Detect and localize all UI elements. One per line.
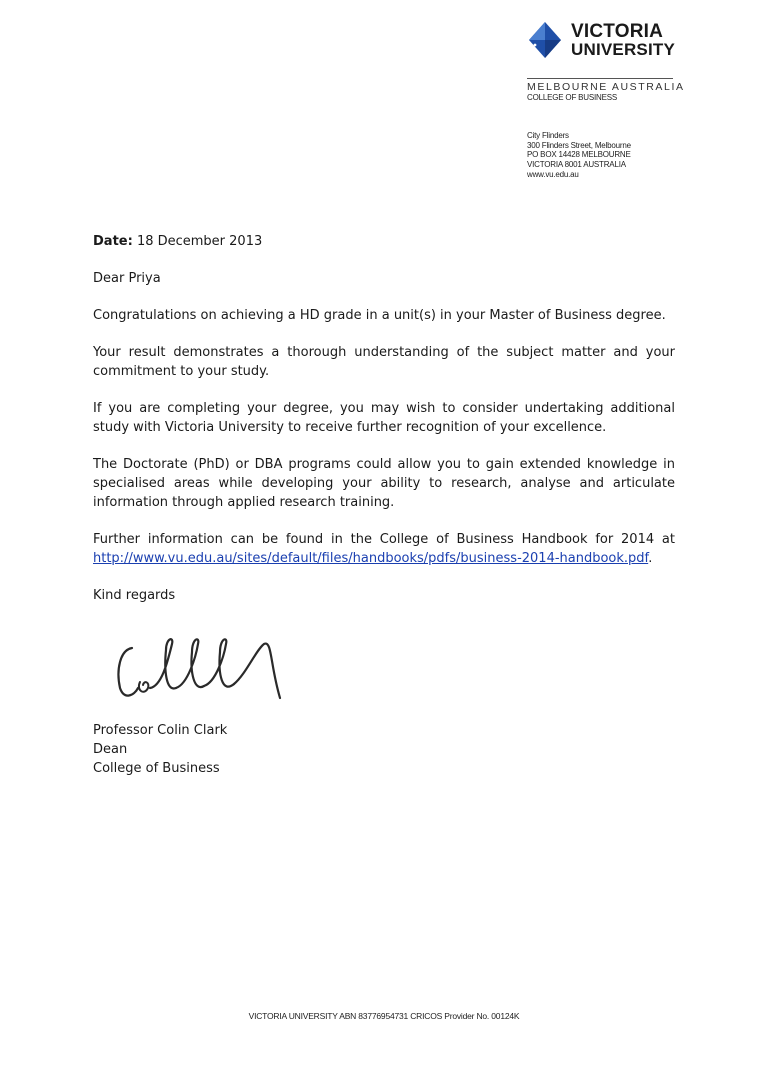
website-line: www.vu.edu.au: [527, 169, 579, 179]
logo-word-university: UNIVERSITY: [571, 40, 676, 59]
signer-organisation: College of Business: [93, 761, 220, 776]
paragraph-result: Your result demonstrates a thorough understanding of the subject matter and your commitment to your study.: [93, 345, 675, 379]
date-label: Date:: [93, 234, 133, 249]
signature-icon: [110, 630, 300, 710]
signer-name: Professor Colin Clark: [93, 723, 228, 738]
signature-block: [93, 721, 227, 778]
vu-diamond-logo-icon: [525, 20, 569, 60]
date-line: [93, 232, 675, 251]
salutation: Dear Priya: [93, 271, 161, 286]
logo-word-victoria: VICTORIA: [571, 21, 664, 42]
address-line: 300 Flinders Street, Melbourne: [527, 140, 631, 150]
address-line: VICTORIA 8001 AUSTRALIA: [527, 160, 626, 170]
address-line: PO BOX 14428 MELBOURNE: [527, 150, 631, 160]
handbook-link[interactable]: http://www.vu.edu.au/sites/default/files/handbooks/pdfs/business-2014-handbook.pdf: [93, 551, 649, 566]
logo-subtitle: MELBOURNE AUSTRALIA: [527, 81, 685, 93]
closing: Kind regards: [93, 588, 176, 603]
letter-body: [93, 232, 675, 623]
handbook-period: .: [648, 551, 653, 566]
letterhead-logo: [525, 20, 685, 93]
signer-title: Dean: [93, 742, 128, 757]
footer-text: VICTORIA UNIVERSITY ABN 83776954731 CRICOS Provider No. 00124K: [248, 1011, 520, 1021]
handbook-text: Further information can be found in the College of Business Handbook for 2014 at: [93, 532, 675, 547]
paragraph-handbook: [93, 530, 675, 568]
paragraph-doctorate: The Doctorate (PhD) or DBA programs could allow you to gain extended knowledge in specialised areas while developing your ability to research, analyse and articulate information through applied research training.: [93, 457, 675, 510]
address-line: City Flinders: [527, 131, 569, 140]
paragraph-congratulations: Congratulations on achieving a HD grade in a unit(s) in your Master of Business degree.: [93, 308, 666, 323]
logo-divider: [527, 78, 673, 79]
paragraph-further-study: If you are completing your degree, you may wish to consider undertaking additional study with Victoria University to receive further recognition of your excellence.: [93, 401, 675, 435]
date-value: 18 December 2013: [136, 234, 263, 249]
address-block: [527, 131, 631, 180]
college-heading: COLLEGE OF BUSINESS: [527, 93, 618, 102]
